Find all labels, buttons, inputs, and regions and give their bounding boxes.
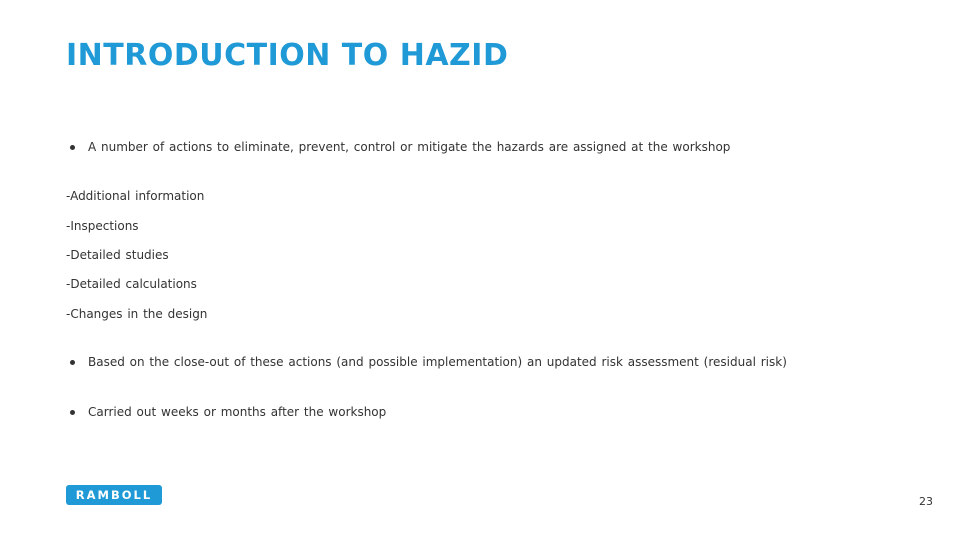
sub-item: -Additional information — [66, 189, 205, 203]
bullet-dot-icon — [70, 145, 75, 150]
slide-title: INTRODUCTION TO HAZID — [66, 38, 509, 73]
bullet-item — [66, 140, 730, 154]
bullet-dot-icon — [70, 360, 75, 365]
bullet-item — [66, 355, 787, 369]
bullet-text: Carried out weeks or months after the workshop — [88, 405, 387, 419]
sub-item: -Detailed studies — [66, 248, 169, 262]
sub-item: -Changes in the design — [66, 307, 208, 321]
sub-item: -Inspections — [66, 219, 139, 233]
page-number: 23 — [919, 495, 933, 508]
bullet-item — [66, 405, 386, 419]
ramboll-logo — [66, 485, 162, 505]
sub-item: -Detailed calculations — [66, 277, 197, 291]
logo-text: RAMBOLL — [75, 488, 153, 502]
bullet-text: A number of actions to eliminate, prevent, control or mitigate the hazards are assigned at the workshop — [88, 140, 731, 154]
bullet-dot-icon — [70, 410, 75, 415]
bullet-text: Based on the close-out of these actions (and possible implementation) an updated risk assessment (residual risk) — [88, 355, 787, 369]
